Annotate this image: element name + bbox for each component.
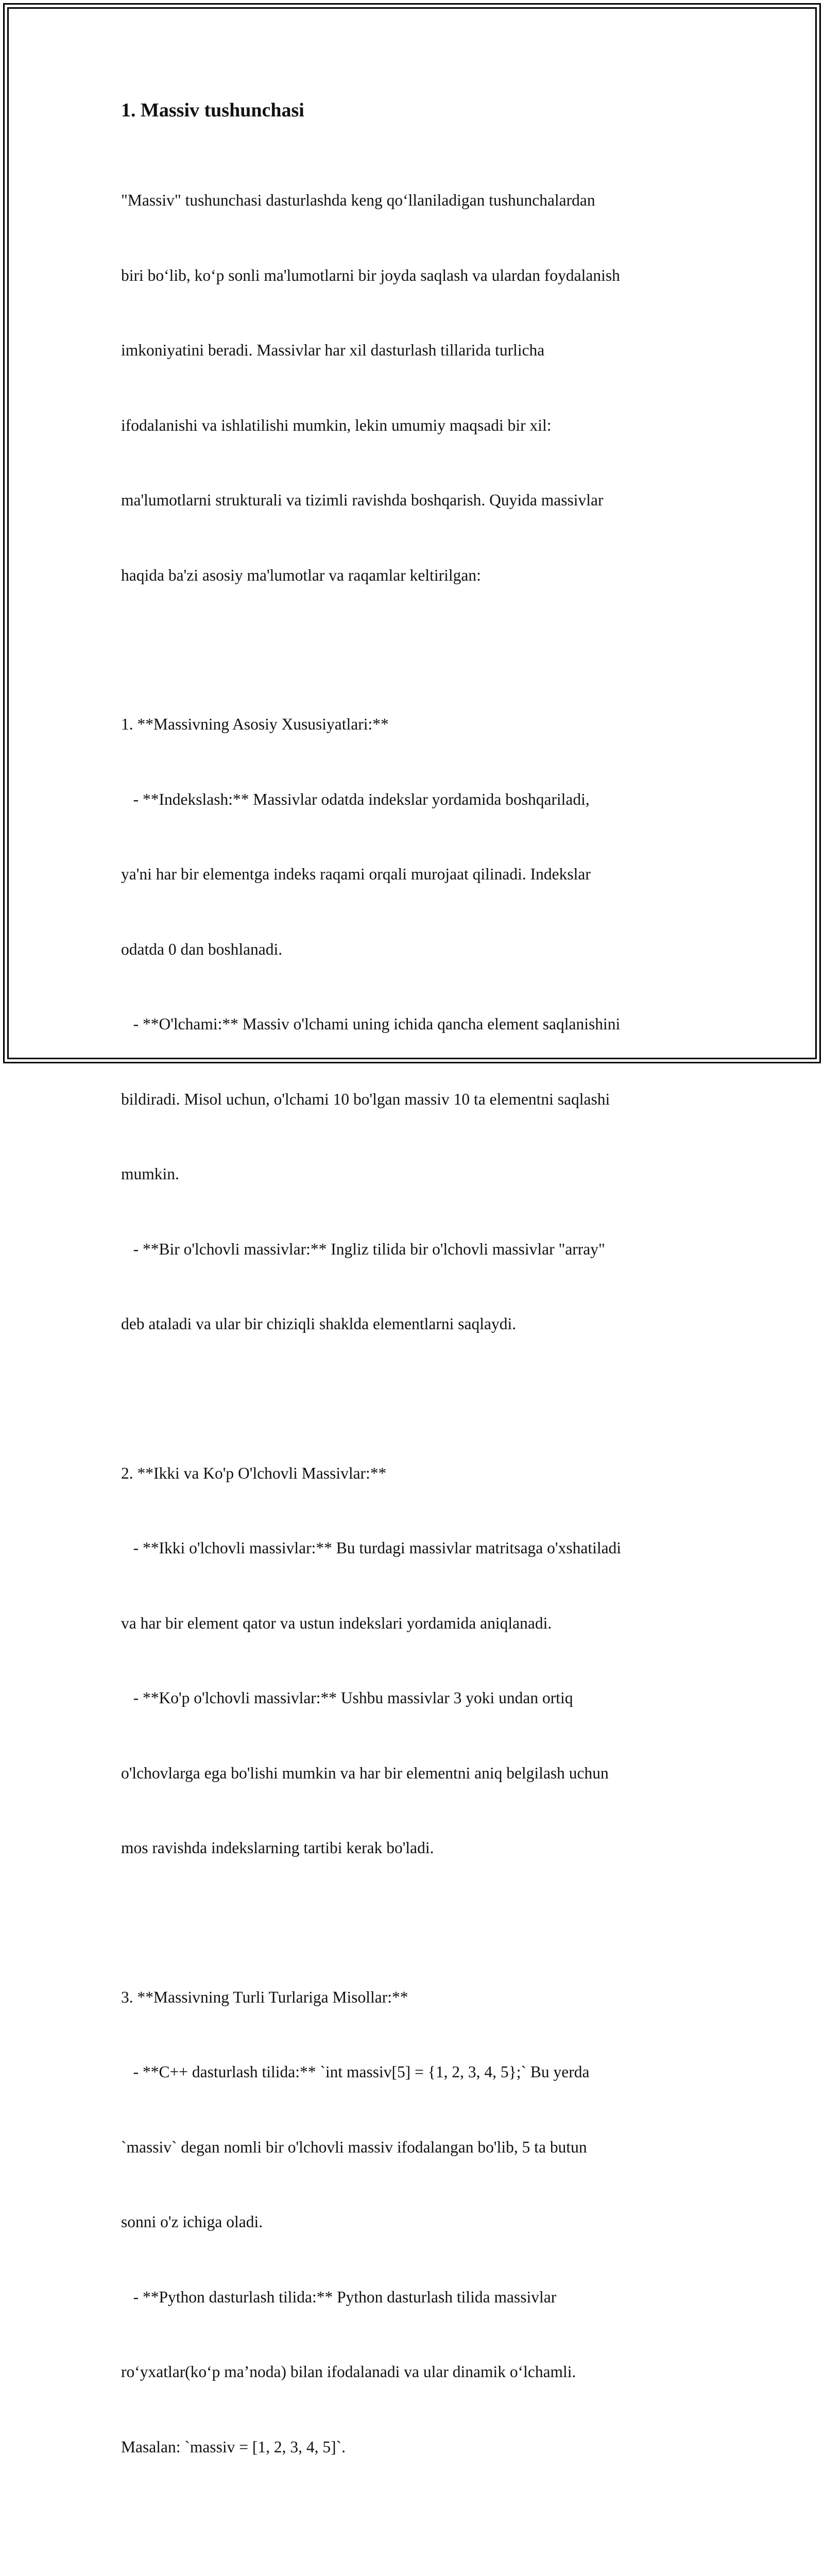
- text-line: biri bo‘lib, ko‘p sonli ma'lumotlarni bir joyda saqlash va ulardan foydalanish: [121, 266, 620, 284]
- paragraph-gap: [121, 2510, 718, 2534]
- text-line: ro‘yxatlar(ko‘p ma’noda) bilan ifodalanadi va ular dinamik o‘lchamli.: [121, 2363, 576, 2381]
- text-line: - **Ikki o'lchovli massivlar:** Bu turdagi massivlar matritsaga o'xshatiladi: [121, 1539, 622, 1557]
- text-line: sonni o'z ichiga oladi.: [121, 2213, 263, 2231]
- section-4: [121, 2534, 718, 2576]
- text-line: - **Indekslash:** Massivlar odatda indekslar yordamida boshqariladi,: [121, 790, 590, 808]
- text-line: - **Bir o'lchovli massivlar:** Ingliz tilida bir o'lchovli massivlar "array": [121, 1240, 605, 1258]
- text-line: - **O'lchami:** Massiv o'lchami uning ichida qancha element saqlanishini: [121, 1015, 621, 1033]
- text-line: "Massiv" tushunchasi dasturlashda keng qo‘llaniladigan tushunchalardan: [121, 191, 595, 209]
- text-line: imkoniyatini beradi. Massivlar har xil dasturlash tillarida turlicha: [121, 341, 545, 359]
- text-line: ifodalanishi va ishlatilishi mumkin, lekin umumiy maqsadi bir xil:: [121, 416, 552, 434]
- section-heading: 1. **Massivning Asosiy Xususiyatlari:**: [121, 715, 389, 733]
- text-line: mos ravishda indekslarning tartibi kerak bo'ladi.: [121, 1839, 434, 1857]
- text-line: mumkin.: [121, 1165, 179, 1183]
- section-2: [121, 1411, 718, 1911]
- text-line: `massiv` degan nomli bir o'lchovli massiv ifodalangan bo'lib, 5 ta butun: [121, 2138, 587, 2156]
- intro-paragraph: [121, 138, 718, 638]
- text-line: deb ataladi va ular bir chiziqli shaklda elementlarni saqlaydi.: [121, 1315, 517, 1333]
- section-3: [121, 1935, 718, 2510]
- text-line: ya'ni har bir elementga indeks raqami orqali murojaat qilinadi. Indekslar: [121, 865, 591, 883]
- section-1: [121, 662, 718, 1387]
- text-line: haqida ba'zi asosiy ma'lumotlar va raqamlar keltirilgan:: [121, 566, 481, 584]
- paragraph-gap: [121, 1387, 718, 1411]
- text-line: ma'lumotlarni strukturali va tizimli ravishda boshqarish. Quyida massivlar: [121, 491, 604, 509]
- text-line: - **Ko'p o'lchovli massivlar:** Ushbu massivlar 3 yoki undan ortiq: [121, 1689, 573, 1707]
- text-line: va har bir element qator va ustun indekslari yordamida aniqlanadi.: [121, 1614, 552, 1632]
- text-line: bildiradi. Misol uchun, o'lchami 10 bo'lgan massiv 10 ta elementni saqlashi: [121, 1090, 610, 1108]
- section-heading: 3. **Massivning Turli Turlariga Misollar:**: [121, 1988, 408, 2006]
- paragraph-gap: [121, 638, 718, 662]
- page-title: 1. Massiv tushunchasi: [121, 99, 304, 121]
- section-heading: 2. **Ikki va Ko'p O'lchovli Massivlar:**: [121, 1464, 387, 1482]
- text-line: o'lchovlarga ega bo'lishi mumkin va har bir elementni aniq belgilash uchun: [121, 1764, 609, 1782]
- text-line: Masalan: `massiv = [1, 2, 3, 4, 5]`.: [121, 2437, 346, 2456]
- text-line: - **Python dasturlash tilida:** Python dasturlash tilida massivlar: [121, 2287, 557, 2306]
- paragraph-gap: [121, 1911, 718, 1935]
- document-body: [121, 97, 718, 2576]
- text-line: - **C++ dasturlash tilida:** `int massiv[5] = {1, 2, 3, 4, 5};` Bu yerda: [121, 2063, 590, 2081]
- text-line: odatda 0 dan boshlanadi.: [121, 940, 283, 958]
